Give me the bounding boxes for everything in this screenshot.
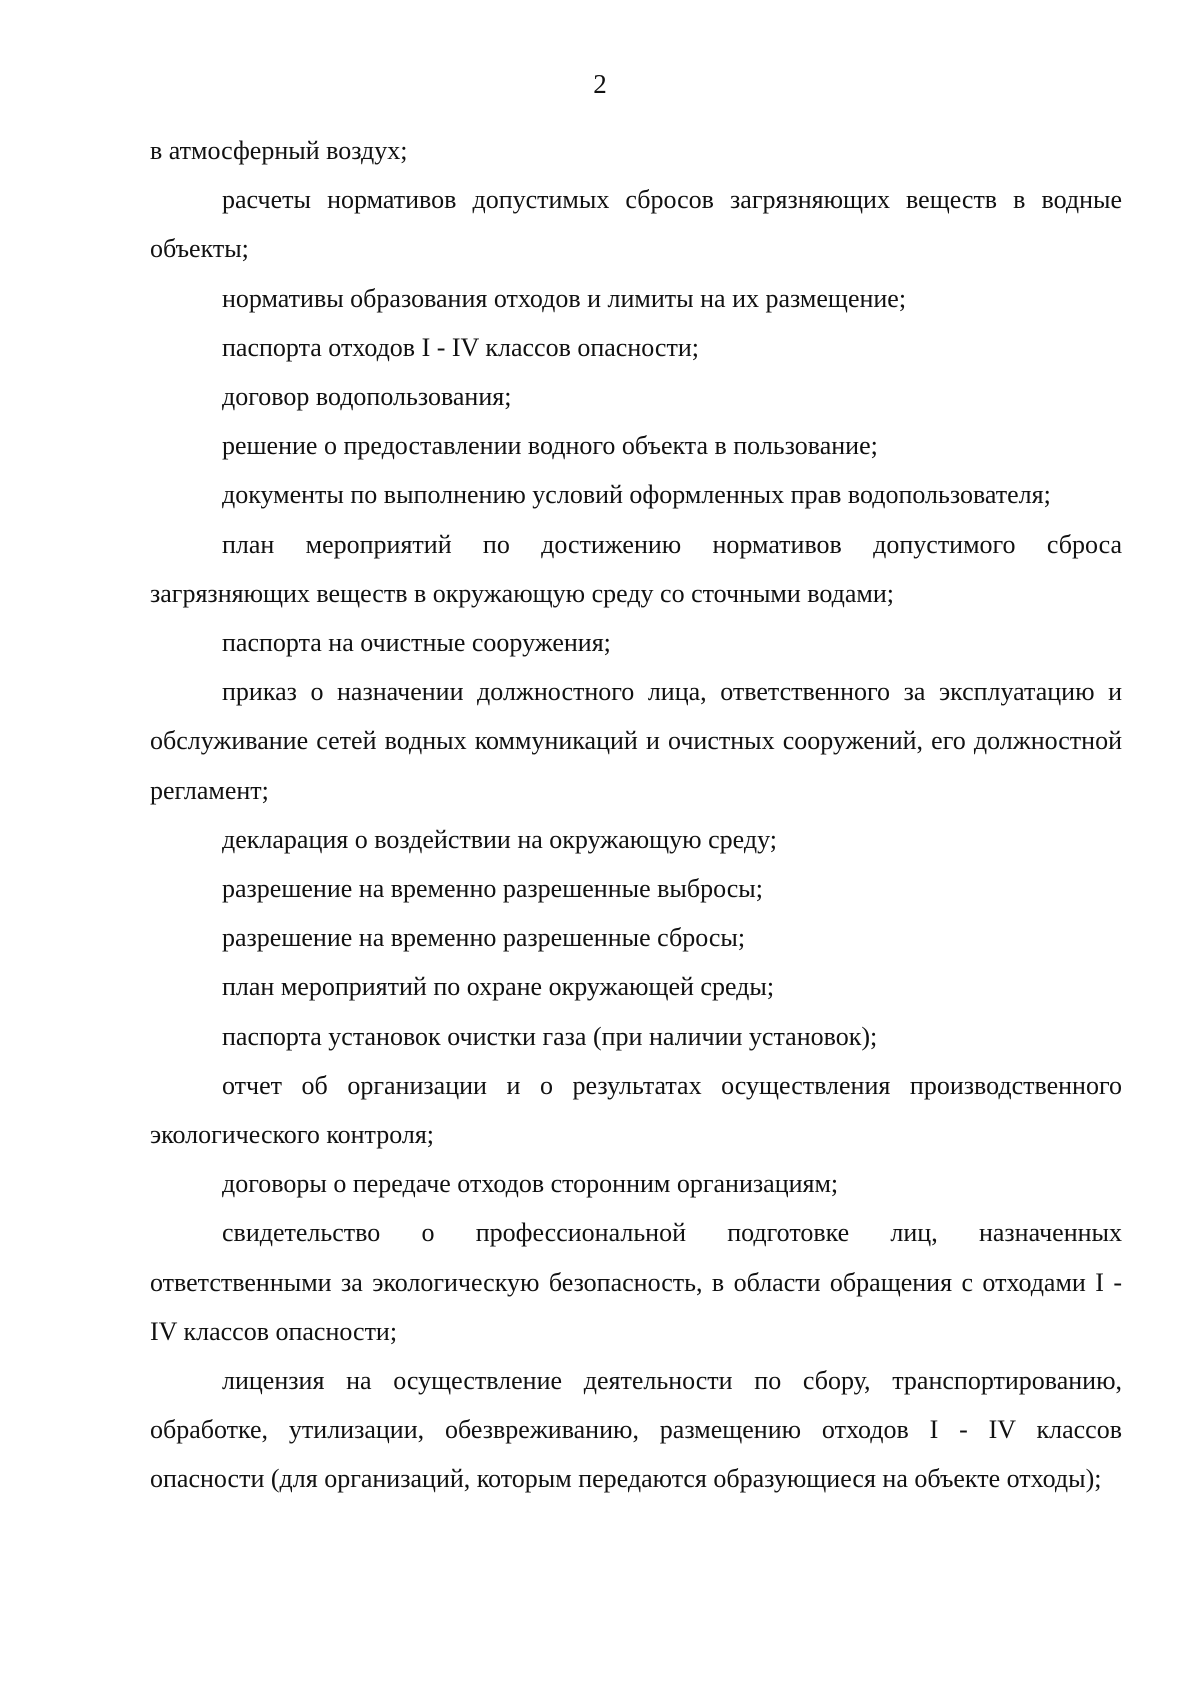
paragraph: договор водопользования; bbox=[222, 382, 512, 412]
paragraph: план мероприятий по охране окружающей среды; bbox=[222, 972, 775, 1002]
paragraph: паспорта отходов I - IV классов опасности; bbox=[222, 332, 699, 362]
paragraph: паспорта на очистные сооружения; bbox=[222, 628, 611, 658]
paragraph: расчеты нормативов допустимых сбросов загрязняющих веществ в водные объекты; bbox=[150, 185, 1122, 264]
paragraph: разрешение на временно разрешенные сбросы; bbox=[222, 923, 746, 953]
paragraph: лицензия на осуществление деятельности по сбору, транспортированию, обработке, утилизации, обезвреживанию, размещению отходов I - IV классов опасности (для организаций, которым передаются образующиеся на объекте отходы); bbox=[150, 1366, 1122, 1494]
page-number: 2 bbox=[593, 69, 607, 99]
document-body bbox=[150, 126, 1122, 1504]
paragraph: договоры о передаче отходов сторонним организациям; bbox=[222, 1169, 839, 1199]
paragraph: паспорта установок очистки газа (при наличии установок); bbox=[222, 1021, 878, 1051]
paragraph: решение о предоставлении водного объекта в пользование; bbox=[222, 431, 878, 461]
paragraph: план мероприятий по достижению нормативов допустимого сброса загрязняющих веществ в окружающую среду со сточными водами; bbox=[150, 529, 1122, 608]
paragraph: отчет об организации и о результатах осуществления производственного экологического контроля; bbox=[150, 1070, 1122, 1150]
paragraph: в атмосферный воздух; bbox=[150, 136, 408, 165]
paragraph: декларация о воздействии на окружающую среду; bbox=[222, 824, 777, 854]
paragraph: приказ о назначении должностного лица, ответственного за эксплуатацию и обслуживание сетей водных коммуникаций и очистных сооружений, его должностной регламент; bbox=[150, 677, 1122, 805]
paragraph: документы по выполнению условий оформленных прав водопользователя; bbox=[222, 480, 1051, 510]
paragraph: разрешение на временно разрешенные выбросы; bbox=[222, 874, 763, 904]
paragraph: свидетельство о профессиональной подготовке лиц, назначенных ответственными за экологическую безопасность, в области обращения с отходами I - IV классов опасности; bbox=[150, 1218, 1122, 1346]
paragraph: нормативы образования отходов и лимиты на их размещение; bbox=[222, 283, 907, 313]
